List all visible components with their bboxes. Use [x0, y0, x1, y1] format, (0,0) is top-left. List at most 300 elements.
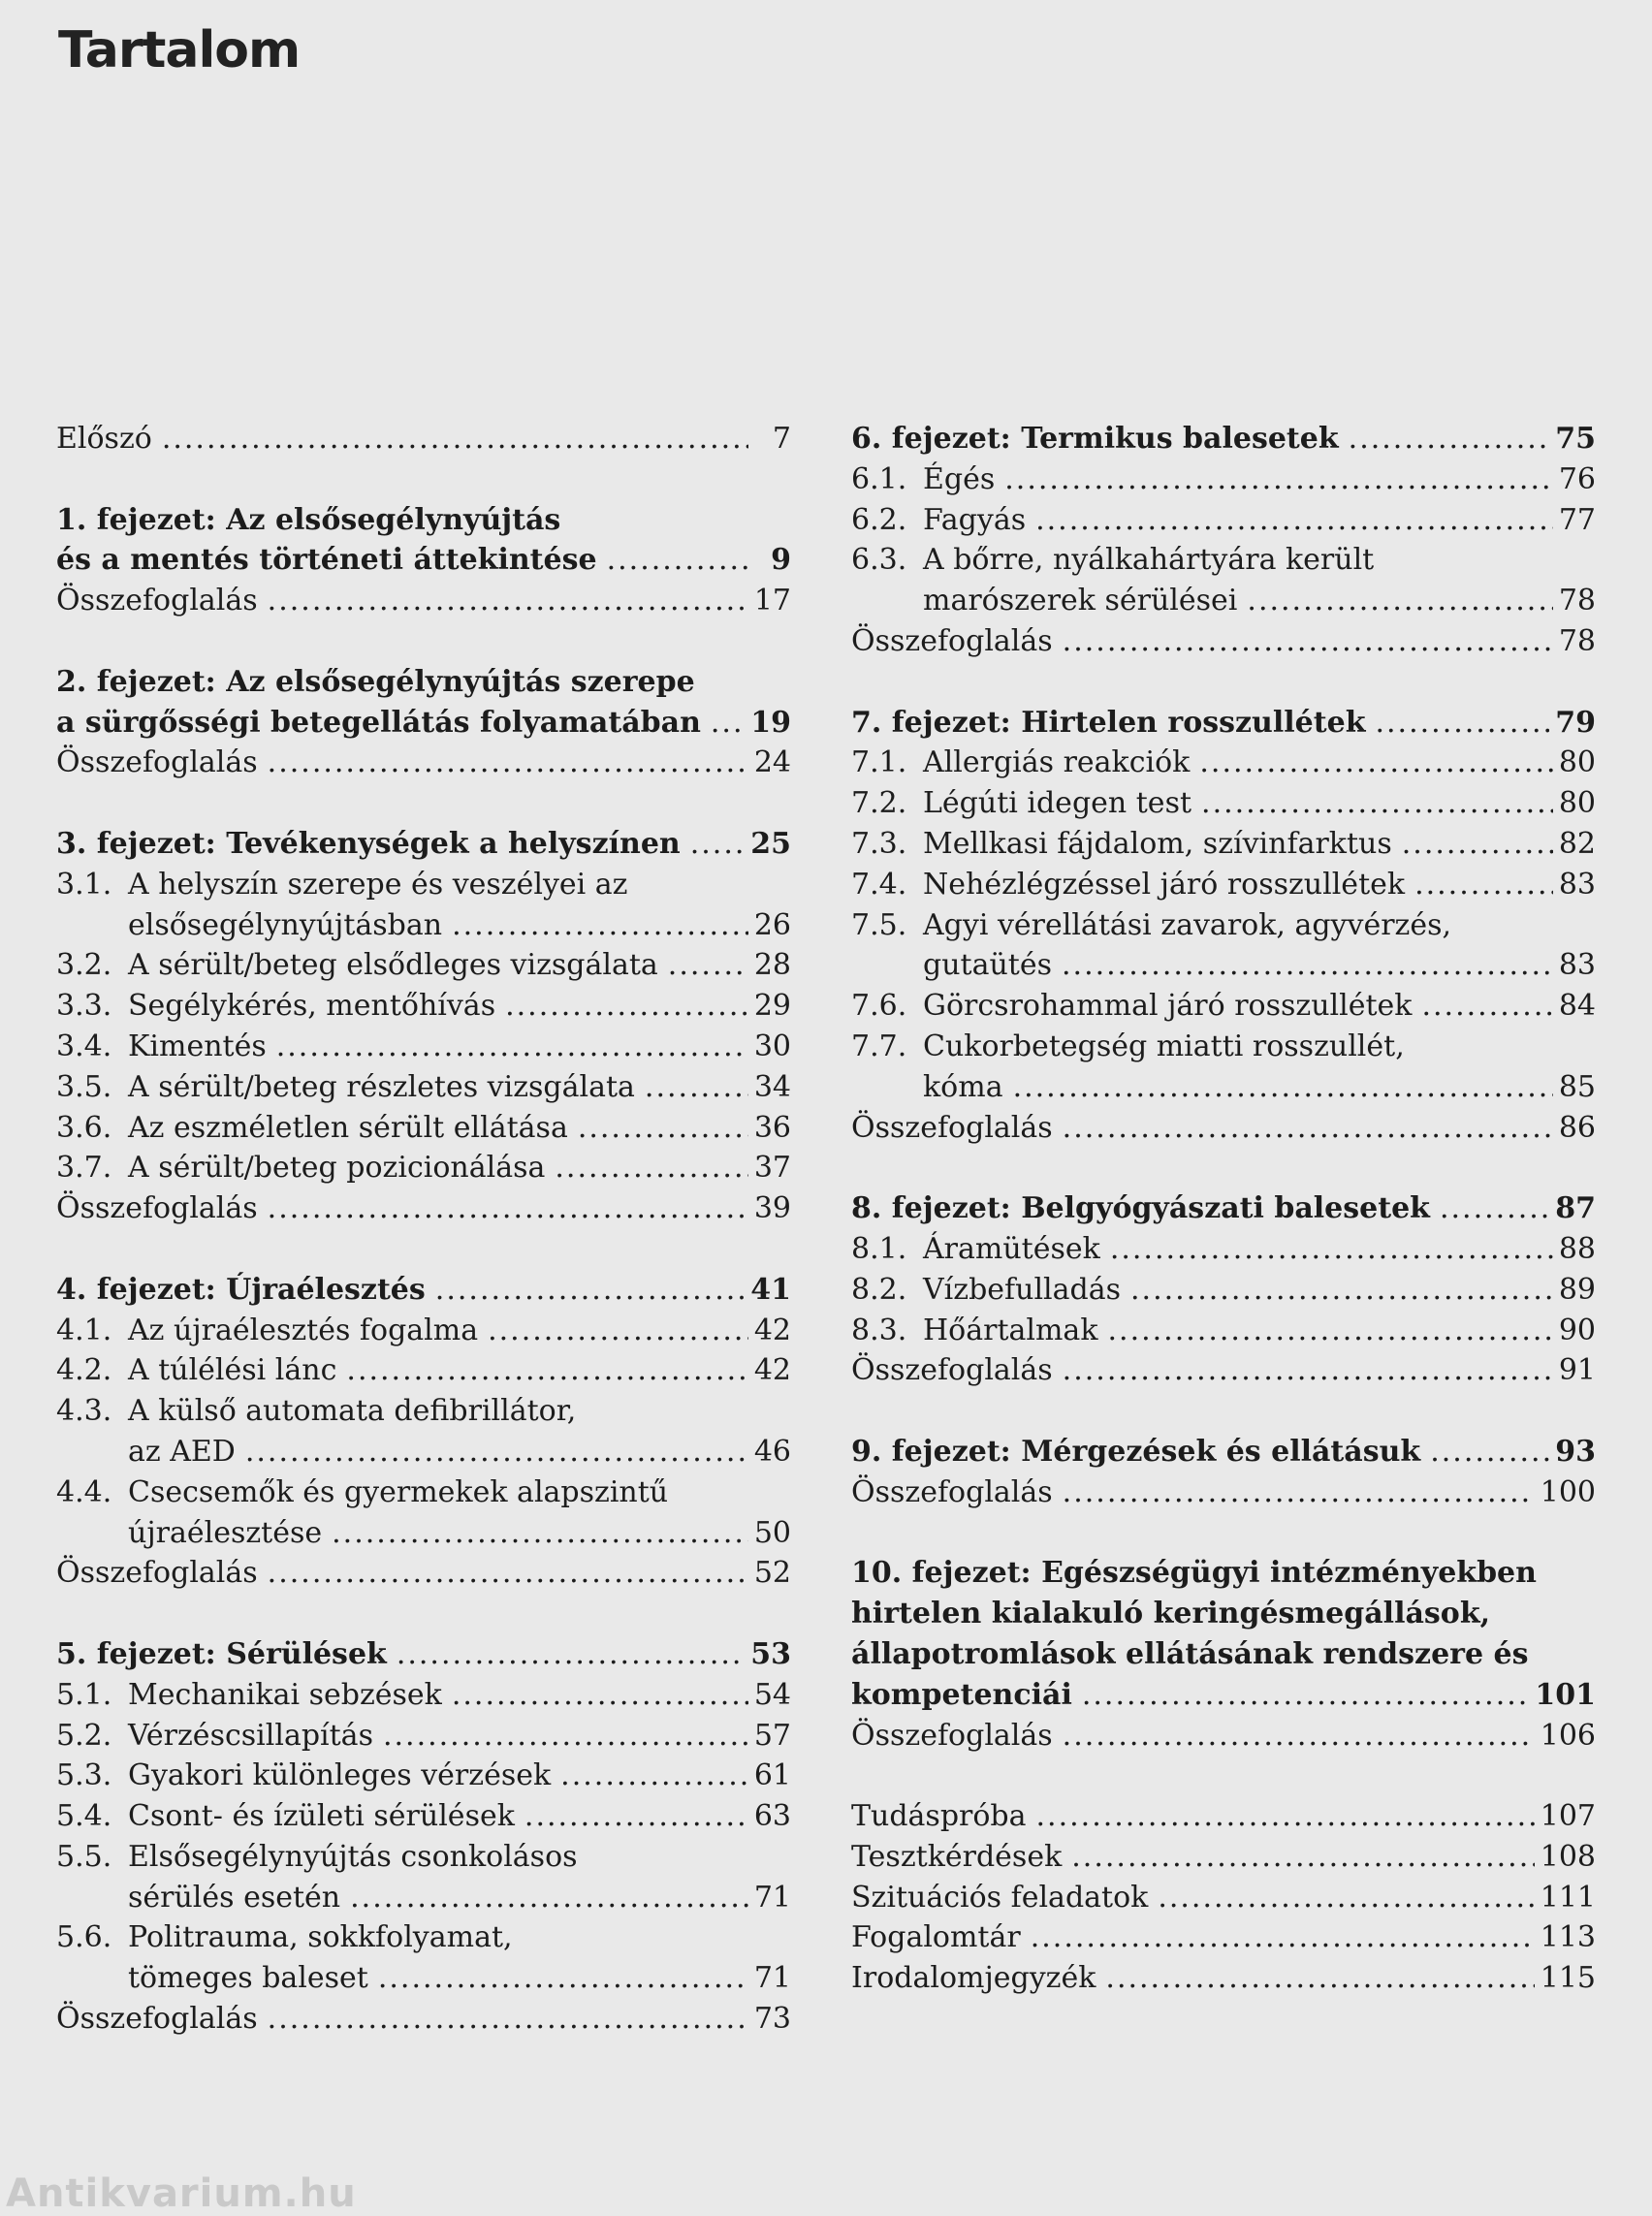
toc-dot-leader [1247, 581, 1552, 621]
toc-line [56, 1350, 791, 1391]
toc-entry-title: Görcsrohammal járó rosszullétek [923, 989, 1413, 1024]
toc-line [851, 1553, 1596, 1594]
toc-section-entry [56, 1675, 791, 1716]
toc-line [56, 1675, 791, 1716]
watermark: Antikvarium.hu [6, 2171, 357, 2216]
toc-section-entry [56, 945, 791, 986]
toc-page-number: 29 [753, 989, 791, 1024]
toc-page-number: 53 [750, 1636, 791, 1671]
toc-page-number: 75 [1555, 422, 1596, 456]
toc-line [851, 1594, 1596, 1634]
toc-spacer [851, 1756, 1596, 1796]
toc-section-entry [56, 1756, 791, 1796]
toc-entry-title: Kimentés [128, 1029, 267, 1063]
toc-section-entry [851, 540, 1596, 621]
toc-entry-title: 8. fejezet: Belgyógyászati balesetek [851, 1191, 1430, 1226]
toc-page-number: 7 [772, 422, 791, 456]
toc-section-entry [56, 1027, 791, 1067]
toc-dot-leader [378, 1958, 748, 1999]
toc-line [56, 824, 791, 865]
toc-page-number: 113 [1540, 1920, 1596, 1955]
toc-dot-leader [350, 1878, 748, 1918]
toc-section-number: 7.2. [851, 786, 907, 821]
toc-entry [851, 1796, 1596, 1837]
toc-line [56, 1716, 791, 1757]
toc-section-number: 7.1. [851, 745, 907, 780]
toc-entry-title: Összefoglalás [56, 1556, 258, 1591]
toc-entry-title: Politrauma, sokkfolyamat, [128, 1920, 513, 1955]
toc-section-number: 5.4. [56, 1799, 112, 1834]
toc-section-entry [56, 1837, 791, 1918]
toc-page-number: 79 [1555, 705, 1596, 740]
toc-dot-leader [268, 1188, 748, 1229]
toc-line [851, 1958, 1596, 1999]
toc-dot-leader [1031, 1917, 1535, 1958]
toc-line [56, 1188, 791, 1229]
toc-entry [56, 1999, 791, 2040]
toc-entry-title: 5. fejezet: Sérülések [56, 1636, 387, 1671]
toc-page-number: 54 [753, 1677, 791, 1712]
toc-line [56, 1270, 791, 1311]
toc-chapter-entry [56, 500, 791, 582]
toc-section-number: 3.7. [56, 1151, 112, 1186]
toc-entry [851, 1958, 1596, 1999]
toc-entry-title: A külső automata defibrillátor, [128, 1394, 577, 1429]
toc-page-number: 107 [1540, 1799, 1596, 1834]
toc-section-entry [56, 1716, 791, 1757]
toc-dot-leader [397, 1634, 745, 1675]
toc-line [56, 1472, 791, 1513]
toc-page-number: 9 [771, 543, 791, 578]
toc-page-number: 71 [753, 1880, 791, 1915]
toc-section-number: 5.6. [56, 1920, 112, 1955]
toc-entry-title: Légúti idegen test [923, 786, 1192, 821]
toc-spacer [56, 1594, 791, 1634]
toc-section-entry [851, 905, 1596, 987]
toc-entry-title: Összefoglalás [851, 1474, 1053, 1509]
toc-page-number: 24 [753, 745, 791, 780]
toc-dot-leader [1110, 1229, 1553, 1270]
toc-dot-leader [1440, 1188, 1549, 1229]
toc-chapter-entry [56, 1634, 791, 1675]
toc-section-number: 3.1. [56, 867, 112, 902]
toc-dot-leader [1063, 1350, 1553, 1391]
toc-entry-title: Vérzéscsillapítás [128, 1718, 373, 1753]
toc-dot-leader [332, 1513, 748, 1554]
toc-entry-title: az AED [128, 1434, 236, 1469]
toc-section-number: 3.6. [56, 1110, 112, 1145]
toc-section-number: 5.3. [56, 1758, 112, 1793]
toc-line [851, 865, 1596, 905]
toc-page-number: 46 [753, 1434, 791, 1469]
toc-page-number: 61 [753, 1758, 791, 1793]
toc-dot-leader [276, 1027, 748, 1067]
toc-section-entry [56, 1108, 791, 1149]
toc-dot-leader [607, 540, 748, 581]
toc-dot-leader [1035, 500, 1553, 541]
toc-entry-title: 9. fejezet: Mérgezések és ellátásuk [851, 1434, 1421, 1469]
toc-dot-leader [1199, 743, 1552, 783]
toc-spacer [56, 621, 791, 662]
toc-page-number: 80 [1558, 786, 1596, 821]
page-title: Tartalom [58, 21, 301, 79]
toc-entry [851, 1716, 1596, 1757]
toc-chapter-entry [851, 703, 1596, 744]
toc-spacer [56, 783, 791, 824]
toc-entry-title: marószerek sérülései [923, 584, 1238, 618]
toc-page-number: 108 [1540, 1839, 1596, 1874]
toc-spacer [851, 662, 1596, 703]
toc-dot-leader [268, 581, 748, 621]
toc-spacer [851, 1148, 1596, 1188]
toc-dot-leader [245, 1432, 748, 1472]
toc-entry-title: Összefoglalás [56, 745, 258, 780]
toc-line [851, 500, 1596, 541]
toc-entry-title: Az eszméletlen sérült ellátása [128, 1110, 568, 1145]
toc-line [851, 783, 1596, 824]
toc-dot-leader [1063, 621, 1553, 662]
toc-dot-leader [1158, 1878, 1534, 1918]
toc-entry-title: 2. fejezet: Az elsősegélynyújtás szerepe [56, 664, 695, 699]
toc-dot-leader [346, 1350, 747, 1391]
toc-line [56, 540, 791, 581]
toc-chapter-entry [851, 1188, 1596, 1229]
toc-dot-leader [668, 945, 748, 986]
toc-entry [851, 1878, 1596, 1918]
toc-entry-title: Áramütések [923, 1231, 1100, 1266]
toc-line [851, 1878, 1596, 1918]
toc-page-number: 17 [753, 584, 791, 618]
toc-section-entry [851, 1229, 1596, 1270]
toc-page-number: 90 [1558, 1313, 1596, 1347]
toc-entry-title: Segélykérés, mentőhívás [128, 989, 496, 1024]
toc-page-number: 39 [753, 1191, 791, 1226]
toc-page-number: 115 [1540, 1961, 1596, 1996]
toc-line [851, 1311, 1596, 1351]
toc-page-number: 82 [1558, 826, 1596, 861]
toc-page-number: 30 [753, 1029, 791, 1063]
toc-page-number: 19 [750, 705, 791, 740]
toc-entry-title: Összefoglalás [56, 1191, 258, 1226]
toc-spacer [851, 1391, 1596, 1432]
toc-line [56, 1432, 791, 1472]
toc-dot-leader [1402, 824, 1553, 865]
toc-entry-title: 3. fejezet: Tevékenységek a helyszínen [56, 826, 681, 861]
toc-line [56, 905, 791, 946]
toc-section-entry [56, 1067, 791, 1108]
toc-line [56, 500, 791, 541]
toc-entry [851, 1837, 1596, 1878]
toc-line [56, 1311, 791, 1351]
toc-dot-leader [1063, 1108, 1553, 1149]
toc-dot-leader [452, 1675, 748, 1716]
toc-page-number: 41 [750, 1272, 791, 1307]
toc-page-number: 71 [753, 1961, 791, 1996]
toc-section-number: 4.1. [56, 1313, 112, 1347]
toc-entry-title: Égés [923, 461, 996, 496]
toc-line [851, 1188, 1596, 1229]
toc-entry-title: elsősegélynyújtásban [128, 907, 443, 942]
toc-entry-title: A túlélési lánc [128, 1353, 337, 1388]
toc-section-number: 4.2. [56, 1353, 112, 1388]
toc-line [851, 905, 1596, 946]
toc-line [56, 1108, 791, 1149]
toc-entry-title: Tudáspróba [851, 1799, 1027, 1834]
toc-section-number: 8.1. [851, 1231, 907, 1266]
toc-entry-title: A sérült/beteg elsődleges vizsgálata [128, 948, 658, 983]
toc-line [851, 1270, 1596, 1311]
toc-section-number: 7.7. [851, 1029, 907, 1063]
toc-dot-leader [711, 703, 745, 744]
toc-section-number: 3.5. [56, 1069, 112, 1104]
toc-dot-leader [1082, 1675, 1530, 1716]
toc-section-number: 3.4. [56, 1029, 112, 1063]
toc-section-entry [851, 986, 1596, 1027]
toc-entry-title: hirtelen kialakuló keringésmegállások, [851, 1597, 1491, 1631]
toc-entry-title: Tesztkérdések [851, 1839, 1063, 1874]
toc-entry-title: Fagyás [923, 502, 1027, 537]
toc-section-number: 6.2. [851, 502, 907, 537]
toc-dot-leader [1108, 1311, 1553, 1351]
toc-page-number: 36 [753, 1110, 791, 1145]
toc-entry-title: Csont- és ízületi sérülések [128, 1799, 515, 1834]
toc-dot-leader [435, 1270, 745, 1311]
toc-entry-title: Szituációs feladatok [851, 1880, 1149, 1915]
toc-entry [56, 1553, 791, 1594]
toc-line [56, 1756, 791, 1796]
toc-dot-leader [1375, 703, 1549, 744]
toc-line [851, 1837, 1596, 1878]
toc-page-number: 28 [753, 948, 791, 983]
toc-page-number: 78 [1558, 623, 1596, 658]
toc-page-number: 50 [753, 1515, 791, 1550]
toc-line [851, 581, 1596, 621]
toc-dot-leader [1063, 1716, 1535, 1757]
toc-line [56, 986, 791, 1027]
toc-section-number: 7.5. [851, 907, 907, 942]
toc-line [851, 1716, 1596, 1757]
toc-dot-leader [268, 1553, 748, 1594]
toc-dot-leader [1063, 1472, 1535, 1513]
toc-entry-title: Irodalomjegyzék [851, 1961, 1096, 1996]
toc-section-number: 7.4. [851, 867, 907, 902]
toc-entry-title: Összefoglalás [851, 623, 1053, 658]
toc-line [851, 1634, 1596, 1675]
toc-line [851, 743, 1596, 783]
toc-page-number: 34 [753, 1069, 791, 1104]
toc-section-number: 6.3. [851, 543, 907, 578]
toc-dot-leader [1201, 783, 1553, 824]
toc-chapter-entry [851, 1432, 1596, 1472]
toc-page-number: 101 [1535, 1677, 1596, 1712]
toc-line [56, 743, 791, 783]
toc-entry-title: sérülés esetén [128, 1880, 341, 1915]
toc-section-entry [851, 1027, 1596, 1108]
toc-entry-title: A helyszín szerepe és veszélyei az [128, 867, 628, 902]
toc-page-number: 42 [753, 1313, 791, 1347]
toc-page-number: 111 [1540, 1880, 1596, 1915]
toc-line [851, 1350, 1596, 1391]
toc-section-number: 7.6. [851, 989, 907, 1024]
toc-page-number: 77 [1558, 502, 1596, 537]
toc-section-entry [56, 1311, 791, 1351]
toc-entry-title: Összefoglalás [851, 1353, 1053, 1388]
toc-line [851, 1067, 1596, 1108]
toc-section-number: 5.5. [56, 1839, 112, 1874]
toc-dot-leader [268, 1999, 748, 2040]
toc-page-number: 63 [753, 1799, 791, 1834]
toc-entry [56, 581, 791, 621]
toc-section-entry [851, 783, 1596, 824]
toc-section-number: 4.3. [56, 1394, 112, 1429]
toc-line [851, 1432, 1596, 1472]
toc-line [851, 1027, 1596, 1067]
toc-entry-title: Hőártalmak [923, 1313, 1098, 1347]
toc-section-entry [851, 824, 1596, 865]
toc-section-entry [56, 1796, 791, 1837]
toc-line [851, 945, 1596, 986]
toc-section-number: 8.2. [851, 1272, 907, 1307]
toc-dot-leader [1062, 945, 1553, 986]
toc-line [851, 1675, 1596, 1716]
toc-entry-title: Allergiás reakciók [923, 745, 1191, 780]
toc-entry-title: 7. fejezet: Hirtelen rosszullétek [851, 705, 1366, 740]
toc-entry [56, 1188, 791, 1229]
toc-line [851, 986, 1596, 1027]
toc-entry-title: újraélesztése [128, 1515, 323, 1550]
toc-entry-title: a sürgősségi betegellátás folyamatában [56, 705, 701, 740]
toc-entry-title: Gyakori különleges vérzések [128, 1758, 552, 1793]
toc-entry-title: A sérült/beteg részletes vizsgálata [128, 1069, 635, 1104]
toc-entry-title: Vízbefulladás [923, 1272, 1122, 1307]
toc-dot-leader [383, 1716, 748, 1757]
toc-page-number: 80 [1558, 745, 1596, 780]
toc-entry-title: A sérült/beteg pozicionálása [128, 1151, 546, 1186]
toc-line [56, 1067, 791, 1108]
toc-line [851, 1108, 1596, 1149]
toc-section-number: 4.4. [56, 1474, 112, 1509]
toc-page-number: 73 [753, 2002, 791, 2037]
toc-dot-leader [1130, 1270, 1553, 1311]
toc-line [851, 419, 1596, 459]
toc-page-number: 106 [1540, 1718, 1596, 1753]
toc-dot-leader [690, 824, 746, 865]
toc-page-number: 78 [1558, 584, 1596, 618]
toc-section-entry [851, 743, 1596, 783]
toc-chapter-entry [56, 1270, 791, 1311]
toc-section-number: 3.3. [56, 989, 112, 1024]
toc-entry-title: Cukorbetegség miatti rosszullét, [923, 1029, 1405, 1063]
toc-entry-title: A bőrre, nyálkahártyára került [923, 543, 1375, 578]
toc-entry-title: 4. fejezet: Újraélesztés [56, 1272, 426, 1307]
toc-line [851, 1472, 1596, 1513]
toc-section-entry [56, 865, 791, 946]
toc-section-number: 5.2. [56, 1718, 112, 1753]
toc-dot-leader [1036, 1796, 1535, 1837]
toc-section-entry [851, 1270, 1596, 1311]
toc-dot-leader [1421, 986, 1552, 1027]
toc-line [56, 1148, 791, 1188]
toc-page-number: 86 [1558, 1110, 1596, 1145]
toc-dot-leader [1004, 459, 1553, 500]
toc-dot-leader [1430, 1432, 1549, 1472]
toc-entry-title: 10. fejezet: Egészségügyi intézményekben [851, 1556, 1537, 1591]
toc-spacer [56, 1229, 791, 1270]
toc-entry-title: Előszó [56, 422, 152, 456]
toc-entry-title: és a mentés történeti áttekintése [56, 543, 597, 578]
toc-entry-title: gutaütés [923, 948, 1052, 983]
toc-line [56, 865, 791, 905]
toc-entry-title: 6. fejezet: Termikus balesetek [851, 422, 1339, 456]
toc-dot-leader [452, 905, 748, 946]
toc-page-number: 87 [1555, 1191, 1596, 1226]
toc-line [851, 1917, 1596, 1958]
toc-dot-leader [1105, 1958, 1534, 1999]
toc-line [56, 1391, 791, 1432]
toc-section-number: 3.2. [56, 948, 112, 983]
toc-entry-title: Elsősegélynyújtás csonkolásos [128, 1839, 578, 1874]
toc-entry-title: Csecsemők és gyermekek alapszintű [128, 1474, 669, 1509]
toc-column-left [56, 419, 791, 2040]
toc-entry [851, 1108, 1596, 1149]
toc-page-number: 89 [1558, 1272, 1596, 1307]
toc-line [851, 703, 1596, 744]
toc-entry [851, 1350, 1596, 1391]
toc-page-number: 91 [1558, 1353, 1596, 1388]
toc-page-number: 83 [1558, 948, 1596, 983]
toc-section-entry [851, 500, 1596, 541]
toc-entry-title: Összefoglalás [851, 1718, 1053, 1753]
toc-chapter-entry [56, 824, 791, 865]
toc-entry-title: kompetenciái [851, 1677, 1072, 1712]
toc-dot-leader [555, 1148, 747, 1188]
toc-dot-leader [268, 743, 748, 783]
toc-page-number: 26 [753, 907, 791, 942]
toc-page-number: 88 [1558, 1231, 1596, 1266]
toc-line [56, 1513, 791, 1554]
toc-page-number: 83 [1558, 867, 1596, 902]
toc-entry-title: Mechanikai sebzések [128, 1677, 442, 1712]
toc-page-number: 85 [1558, 1069, 1596, 1104]
toc-line [56, 1917, 791, 1958]
toc-line [56, 703, 791, 744]
toc-line [851, 1229, 1596, 1270]
toc-entry-title: Nehézlégzéssel járó rosszullétek [923, 867, 1406, 902]
toc-entry-title: Összefoglalás [56, 2002, 258, 2037]
toc-page-number: 37 [753, 1151, 791, 1186]
toc-line [851, 459, 1596, 500]
toc-dot-leader [1071, 1837, 1534, 1878]
toc-entry-title: Összefoglalás [56, 584, 258, 618]
toc-section-entry [56, 1917, 791, 1999]
toc-entry-title: Összefoglalás [851, 1110, 1053, 1145]
toc-line [56, 1958, 791, 1999]
toc-line [56, 1634, 791, 1675]
toc-page-number: 93 [1555, 1434, 1596, 1469]
toc-chapter-entry [851, 1553, 1596, 1715]
toc-chapter-entry [851, 419, 1596, 459]
toc-spacer [851, 1513, 1596, 1554]
toc-entry [56, 419, 791, 459]
toc-dot-leader [1349, 419, 1550, 459]
toc-column-right [851, 419, 1596, 1999]
toc-entry-title: tömeges baleset [128, 1961, 368, 1996]
toc-entry-title: kóma [923, 1069, 1003, 1104]
toc-dot-leader [560, 1756, 748, 1796]
toc-entry [56, 743, 791, 783]
toc-line [851, 621, 1596, 662]
toc-section-entry [851, 865, 1596, 905]
